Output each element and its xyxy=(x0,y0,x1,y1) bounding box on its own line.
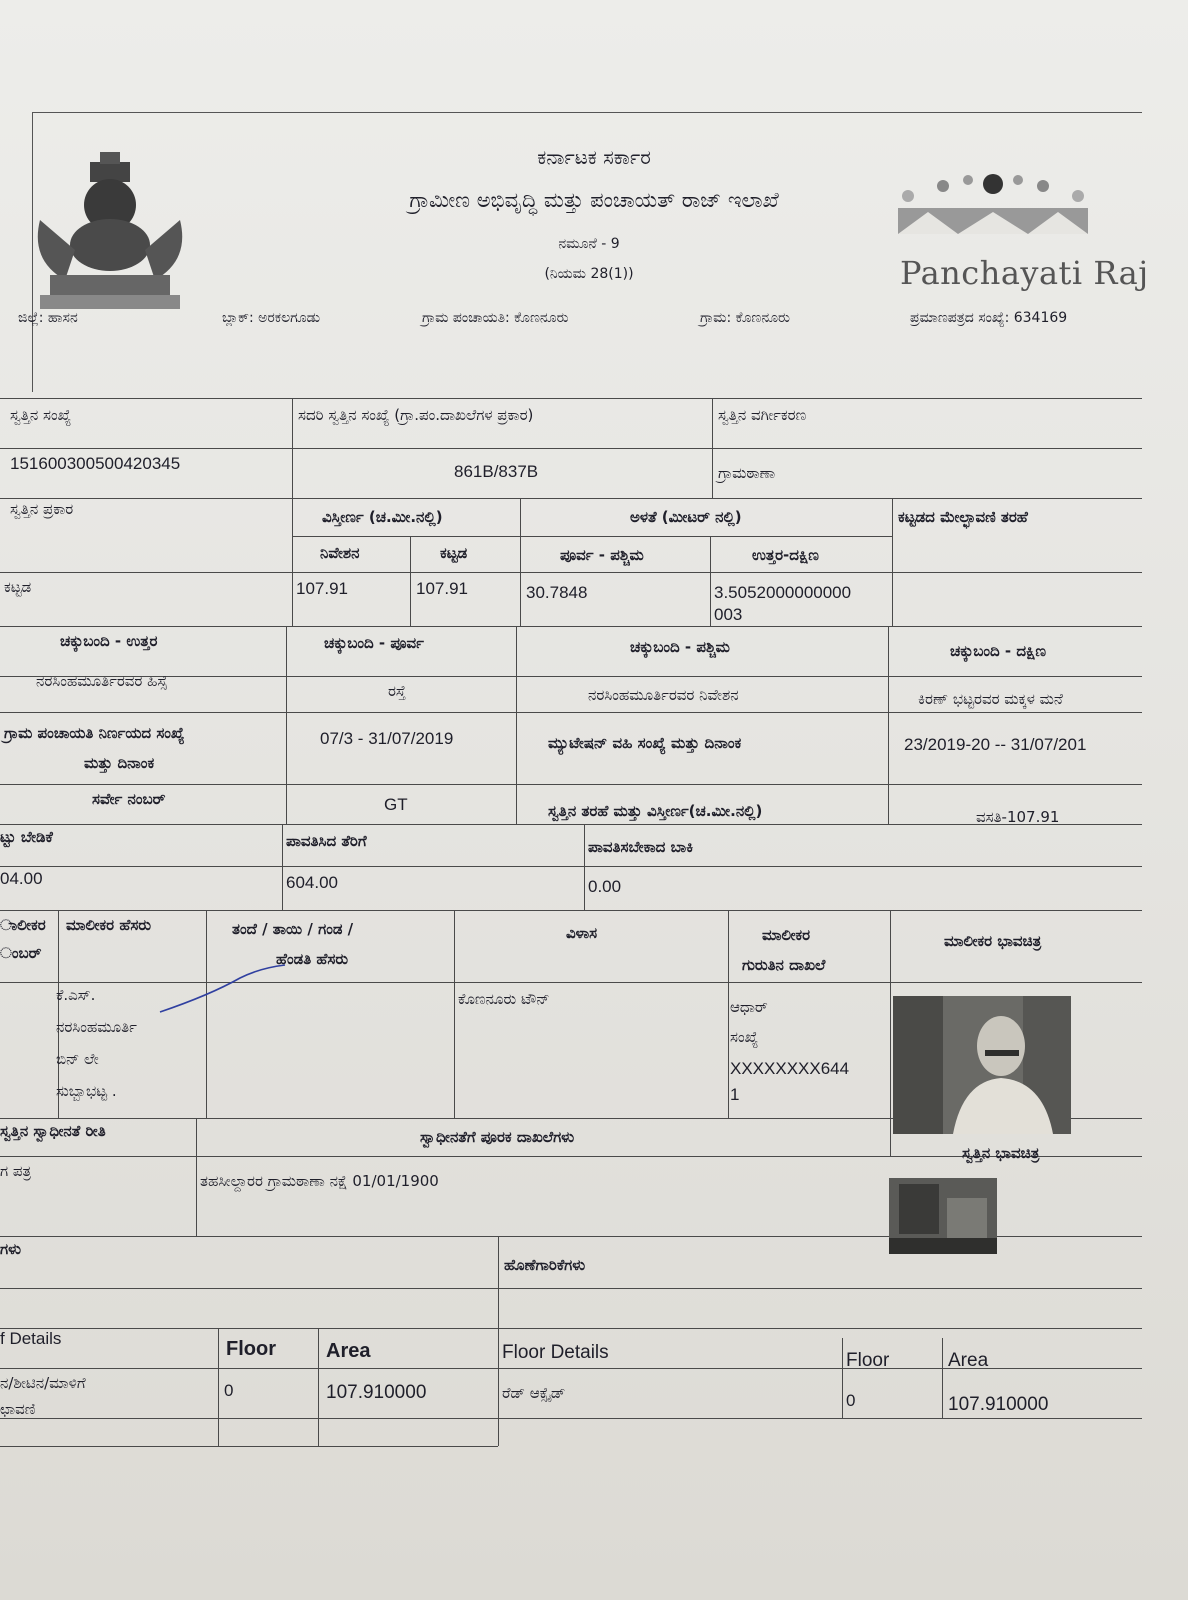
remarks-label: ಗಳು xyxy=(0,1240,22,1258)
id-document: XXXXXXXX644 xyxy=(730,1059,850,1078)
form-number: ನಮೂನೆ - 9 xyxy=(558,236,620,252)
id-document: ಸಂಖ್ಯೆ xyxy=(730,1028,759,1046)
total-demand-label: ಟ್ಟು ಬೇಡಿಕೆ xyxy=(0,828,53,846)
address-label: ವಿಳಾಸ xyxy=(566,924,598,942)
grid-line xyxy=(498,1236,499,1446)
total-demand: 04.00 xyxy=(0,869,43,888)
floor-number: 0 xyxy=(846,1391,856,1410)
mutation-value: 23/2019-20 -- 31/07/201 xyxy=(904,735,1087,754)
block: ಬ್ಲಾಕ್: ಅರಕಲಗೂಡು xyxy=(222,310,321,326)
resolution-value: 07/3 - 31/07/2019 xyxy=(320,729,454,748)
dept-title: ಗ್ರಾಮೀಣ ಅಭಿವೃದ್ಧಿ ಮತ್ತು ಪಂಚಾಯತ್ ರಾಜ್ ಇಲಾಖೆ xyxy=(409,188,779,212)
owner-photo-label: ಮಾಲೀಕರ ಭಾವಚಿತ್ರ xyxy=(944,932,1042,950)
grid-line xyxy=(0,1328,1142,1329)
north-south-value: 003 xyxy=(714,605,743,624)
tax-paid-label: ಪಾವತಿಸಿದ ತೆರಿಗೆ xyxy=(286,832,367,850)
grid-line xyxy=(728,910,729,1118)
grid-line xyxy=(0,784,1142,785)
grid-line xyxy=(890,910,891,1156)
site-area: 107.91 xyxy=(296,579,348,598)
area-column-label: Area xyxy=(948,1350,989,1371)
property-type-area-label: ಸ್ವತ್ತಿನ ತರಹೆ ಮತ್ತು ವಿಸ್ತೀರ್ಣ(ಚ.ಮೀ.ನಲ್ಲಿ) xyxy=(548,802,763,820)
grid-line xyxy=(282,824,283,910)
resolution-label: ಮತ್ತು ದಿನಾಂಕ xyxy=(84,754,155,772)
grid-line xyxy=(218,1328,219,1446)
grid-line xyxy=(0,448,1142,449)
id-document-label: ಮಾಲೀಕರ xyxy=(762,926,811,944)
grid-line xyxy=(410,536,411,626)
id-document: 1 xyxy=(730,1085,740,1104)
boundary-south-label: ಚಕ್ಕುಬಂದಿ - ದಕ್ಷಿಣ xyxy=(950,642,1047,660)
balance-label: ಪಾವತಿಸಬೇಕಾದ ಬಾಕಿ xyxy=(588,838,694,856)
property-number: 151600300500420345 xyxy=(10,454,181,473)
property-type-label: ಸ್ವತ್ತಿನ ಪ್ರಕಾರ xyxy=(10,500,74,518)
north-south-label: ಉತ್ತರ-ದಕ್ಷಿಣ xyxy=(752,546,819,564)
mutation-label: ಮ್ಯುಟೇಷನ್ ವಹಿ ಸಂಖ್ಯೆ ಮತ್ತು ದಿನಾಂಕ xyxy=(548,734,742,752)
logo-text: Panchayati Raj xyxy=(900,254,1149,292)
survey-value: GT xyxy=(384,795,408,814)
local-number: 861B/837B xyxy=(454,462,539,481)
north-south-value: 3.5052000000000 xyxy=(714,583,852,602)
owner-name-label: ಮಾಲೀಕರ ಹೆಸರು xyxy=(66,916,152,934)
resolution-label: ಗ್ರಾಮ ಪಂಚಾಯತಿ ನಿರ್ಣಯದ ಸಂಖ್ಯೆ xyxy=(4,724,185,742)
east-west-label: ಪೂರ್ವ - ಪಶ್ಚಿಮ xyxy=(560,546,644,564)
owner-number-label: ಂಬರ್ xyxy=(0,944,42,962)
grid-line xyxy=(0,498,1142,499)
east-west-value: 30.7848 xyxy=(526,583,588,602)
balance: 0.00 xyxy=(588,877,622,896)
grid-line xyxy=(0,910,1142,911)
owner-name: ಕೆ.ಎಸ್. xyxy=(56,986,96,1004)
id-document-label: ಗುರುತಿನ ದಾಖಲೆ xyxy=(742,956,826,974)
dimension-label: ಅಳತೆ (ಮೀಟರ್ ನಲ್ಲಿ) xyxy=(630,508,742,526)
govt-title: ಕರ್ನಾಟಕ ಸರ್ಕಾರ xyxy=(537,145,651,169)
property-number-label: ಸ್ವತ್ತಿನ ಸಂಖ್ಯೆ xyxy=(10,406,72,424)
grid-line xyxy=(0,676,1142,677)
owner-number-label: ಾಲೀಕರ xyxy=(0,916,46,934)
state-emblem xyxy=(20,150,200,320)
floor-area: 107.910000 xyxy=(948,1394,1049,1415)
floor-detail: ರೆಡ್ ಆಕ್ಸೈಡ್ xyxy=(502,1384,566,1402)
floor-number: 0 xyxy=(224,1381,234,1400)
grid-line xyxy=(892,498,893,626)
boundary-south: ಕಿರಣ್ ಭಟ್ಟರವರ ಮಕ್ಕಳ ಮನೆ xyxy=(918,690,1063,708)
classification: ಗ್ರಾಮಠಾಣಾ xyxy=(718,464,776,482)
floor-detail: ನ/ಶೀಟಿನ/ಮಾಳಿಗೆ xyxy=(0,1374,86,1392)
grid-line xyxy=(196,1118,197,1236)
grid-line xyxy=(710,536,711,626)
grid-line xyxy=(712,398,713,498)
grid-line xyxy=(0,398,1142,399)
property-photo xyxy=(889,1178,997,1254)
relation-label: ಹೆಂಡತಿ ಹೆಸರು xyxy=(276,950,349,968)
acquisition-mode: ಗ ಪತ್ರ xyxy=(0,1162,32,1180)
grid-line xyxy=(842,1338,843,1418)
grid-line xyxy=(318,1328,319,1446)
floor-label: Floor xyxy=(846,1350,890,1371)
id-document: ಆಧಾರ್ xyxy=(730,999,768,1016)
floor-area: 107.910000 xyxy=(326,1382,427,1403)
owner-name: ಬಿನ್ ಲೇ xyxy=(56,1050,99,1068)
grid-line xyxy=(292,398,293,626)
owner-photo xyxy=(893,996,1071,1134)
grid-line xyxy=(0,824,1142,825)
certificate-number: ಪ್ರಮಾಣಪತ್ರದ ಸಂಖ್ಯೆ: 634169 xyxy=(910,310,1068,326)
roof-type-label: ಕಟ್ಟಡದ ಮೇಲ್ಛಾವಣಿ ತರಹೆ xyxy=(898,508,1028,526)
boundary-east-label: ಚಕ್ಕುಬಂದಿ - ಪೂರ್ವ xyxy=(324,634,424,652)
grid-line xyxy=(0,626,1142,627)
supporting-docs: ತಹಸೀಲ್ದಾರರ ಗ್ರಾಮಠಾಣಾ ನಕ್ಷೆ 01/01/1900 xyxy=(200,1172,439,1190)
relation-label: ತಂದೆ / ತಾಯಿ / ಗಂಡ / xyxy=(232,920,354,938)
property-type: ಕಟ್ಟಡ xyxy=(4,578,32,596)
boundary-west: ನರಸಿಂಹಮೂರ್ತಿರವರ ನಿವೇಶನ xyxy=(588,686,739,704)
tax-paid: 604.00 xyxy=(286,873,338,892)
classification-label: ಸ್ವತ್ತಿನ ವರ್ಗೀಕರಣ xyxy=(718,406,807,424)
floor-label: Floor xyxy=(226,1338,276,1360)
grid-line xyxy=(286,626,287,824)
boundary-east: ರಸ್ತೆ xyxy=(388,682,406,700)
pen-mark xyxy=(150,960,290,1020)
local-number-label: ಸದರಿ ಸ್ವತ್ತಿನ ಸಂಖ್ಯೆ (ಗ್ರಾ.ಪಂ.ದಾಖಲೆಗಳ ಪ್ರಕಾರ) xyxy=(298,406,534,424)
grid-line xyxy=(516,626,517,824)
grid-line xyxy=(0,866,1142,867)
grid-line xyxy=(584,824,585,910)
boundary-north-label: ಚಕ್ಕುಬಂದಿ - ಉತ್ತರ xyxy=(60,632,158,650)
district: ಜಿಲ್ಲೆ: ಹಾಸನ xyxy=(18,310,78,326)
grid-line xyxy=(888,626,889,824)
grid-line xyxy=(0,712,1142,713)
grid-line xyxy=(292,536,892,537)
grid-line xyxy=(0,572,1142,573)
building-label: ಕಟ್ಟಡ xyxy=(440,544,468,562)
grid-line xyxy=(0,1446,498,1447)
grid-line xyxy=(0,1288,1142,1289)
acquisition-mode-label: ಸ್ವತ್ತಿನ ಸ್ವಾಧೀನತೆ ರೀತಿ xyxy=(0,1122,106,1140)
property-type-area: ವಸತಿ-107.91 xyxy=(976,808,1060,826)
village: ಗ್ರಾಮ: ಕೊಣನೂರು xyxy=(700,310,790,326)
rule-number: (ನಿಯಮ 28(1)) xyxy=(544,266,634,282)
grid-line xyxy=(454,910,455,1118)
grid-line xyxy=(520,498,521,626)
owner-name: ನರಸಿಂಹಮೂರ್ತಿ xyxy=(56,1018,137,1036)
floor-details-label: Floor Details xyxy=(502,1342,609,1363)
owner-name: ಸುಬ್ಬಾಭಟ್ಟ . xyxy=(56,1082,117,1100)
floor-details-label: f Details xyxy=(0,1329,62,1348)
boundary-west-label: ಚಕ್ಕುಬಂದಿ - ಪಶ್ಚಿಮ xyxy=(630,638,730,656)
grid-line xyxy=(942,1338,943,1418)
gram-panchayat: ಗ್ರಾಮ ಪಂಚಾಯತಿ: ಕೊಣನೂರು xyxy=(422,310,569,326)
supporting-docs-label: ಸ್ವಾಧೀನತೆಗೆ ಪೂರಕ ದಾಖಲೆಗಳು xyxy=(420,1128,575,1146)
area-label: ವಿಸ್ತೀರ್ಣ (ಚ.ಮೀ.ನಲ್ಲಿ) xyxy=(322,508,443,526)
address: ಕೊಣನೂರು ಟೌನ್ xyxy=(458,990,550,1008)
building-area: 107.91 xyxy=(416,579,468,598)
floor-detail: ಛಾವಣಿ xyxy=(0,1400,36,1418)
site-label: ನಿವೇಶನ xyxy=(320,544,360,562)
frame-line xyxy=(32,112,1142,113)
liabilities-label: ಹೊಣೆಗಾರಿಕೆಗಳು xyxy=(504,1256,586,1274)
survey-label: ಸರ್ವೇ ನಂಬರ್ xyxy=(92,790,166,808)
property-photo-label: ಸ್ವತ್ತಿನ ಭಾವಚಿತ್ರ xyxy=(962,1144,1040,1162)
boundary-north: ನರಸಿಂಹಮೂರ್ತಿರವರ ಹಿಸ್ಸೆ xyxy=(36,672,168,690)
area-column-label: Area xyxy=(326,1340,371,1362)
